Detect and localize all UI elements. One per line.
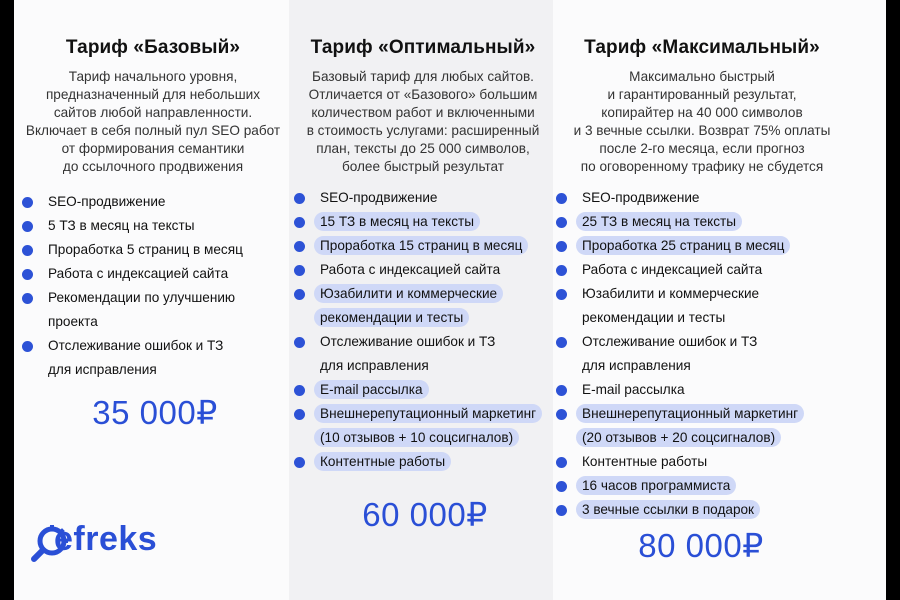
bullet-dot-icon bbox=[556, 505, 567, 516]
feature-item bbox=[556, 186, 848, 210]
bullet-dot-icon bbox=[556, 409, 567, 420]
feature-item bbox=[294, 282, 552, 330]
feature-text: 3 вечные ссылки в подарок bbox=[576, 500, 760, 519]
feature-text: E-mail рассылка bbox=[314, 380, 429, 399]
feature-item bbox=[22, 334, 284, 382]
feature-text: для исправления bbox=[320, 358, 429, 373]
feature-text: Проработка 15 страниц в месяц bbox=[314, 236, 528, 255]
feature-text: SEO-продвижение bbox=[582, 190, 700, 205]
bullet-dot-icon bbox=[556, 457, 567, 468]
bullet-dot-icon bbox=[22, 293, 33, 304]
bullet-dot-icon bbox=[294, 265, 305, 276]
plan-basic bbox=[22, 30, 284, 382]
feature-text: Юзабилити и коммерческие bbox=[582, 286, 760, 301]
feature-text: Контентные работы bbox=[582, 454, 708, 469]
feature-item bbox=[556, 450, 848, 474]
feature-text: Внешнерепутационный маркетинг bbox=[314, 404, 542, 423]
plan-optimal bbox=[294, 30, 552, 474]
feature-item bbox=[294, 210, 552, 234]
feature-text: Проработка 25 страниц в месяц bbox=[576, 236, 790, 255]
feature-text: E-mail рассылка bbox=[582, 382, 685, 397]
bullet-dot-icon bbox=[556, 337, 567, 348]
feature-text: (20 отзывов + 20 соцсигналов) bbox=[576, 428, 781, 447]
feature-text: SEO-продвижение bbox=[48, 194, 166, 209]
bullet-dot-icon bbox=[556, 217, 567, 228]
feature-item bbox=[294, 378, 552, 402]
plan-description: Тариф начального уровня, предназначенный для небольших сайтов любой направленности. Включает в себя полный пул SEO работ от формирования семантики до ссылочного продвижения bbox=[25, 69, 281, 174]
plan-title: Тариф «Оптимальный» bbox=[310, 37, 536, 58]
feature-item bbox=[22, 262, 284, 286]
bullet-dot-icon bbox=[294, 457, 305, 468]
feature-item bbox=[22, 238, 284, 262]
efreks-logo bbox=[34, 517, 194, 567]
feature-list bbox=[22, 190, 284, 382]
feature-item bbox=[556, 210, 848, 234]
feature-item bbox=[556, 498, 848, 522]
feature-text: для исправления bbox=[48, 362, 157, 377]
bullet-dot-icon bbox=[556, 481, 567, 492]
feature-item bbox=[556, 234, 848, 258]
feature-item bbox=[556, 378, 848, 402]
feature-item bbox=[294, 402, 552, 450]
bullet-dot-icon bbox=[22, 245, 33, 256]
plan-max bbox=[556, 30, 848, 522]
feature-text: Работа с индексацией сайта bbox=[582, 262, 763, 277]
feature-item bbox=[556, 402, 848, 450]
logo-text: efreks bbox=[54, 520, 158, 558]
feature-item bbox=[294, 258, 552, 282]
feature-item bbox=[556, 282, 848, 330]
plan-title: Тариф «Базовый» bbox=[65, 37, 241, 58]
feature-text: Работа с индексацией сайта bbox=[320, 262, 501, 277]
feature-text: Работа с индексацией сайта bbox=[48, 266, 229, 281]
bullet-dot-icon bbox=[22, 341, 33, 352]
bullet-dot-icon bbox=[556, 241, 567, 252]
feature-text: Юзабилити и коммерческие bbox=[314, 284, 503, 303]
feature-item bbox=[294, 234, 552, 258]
feature-text: проекта bbox=[48, 314, 98, 329]
price-max: 80 000₽ bbox=[638, 527, 764, 564]
price-basic: 35 000₽ bbox=[92, 394, 218, 431]
feature-text: Отслеживание ошибок и ТЗ bbox=[320, 334, 496, 349]
bullet-dot-icon bbox=[556, 289, 567, 300]
bullet-dot-icon bbox=[294, 241, 305, 252]
bullet-dot-icon bbox=[294, 337, 305, 348]
feature-item bbox=[294, 330, 552, 378]
bullet-dot-icon bbox=[556, 193, 567, 204]
feature-text: Контентные работы bbox=[314, 452, 451, 471]
feature-text: 15 ТЗ в месяц на тексты bbox=[314, 212, 480, 231]
feature-text: 25 ТЗ в месяц на тексты bbox=[576, 212, 742, 231]
bullet-dot-icon bbox=[22, 197, 33, 208]
plan-description: Базовый тариф для любых сайтов. Отличается от «Базового» большим количеством работ и включенными в стоимость услугами: расширенный план, тексты до 25 000 символов, более быстрый результат bbox=[306, 69, 540, 174]
bullet-dot-icon bbox=[294, 193, 305, 204]
bullet-dot-icon bbox=[556, 265, 567, 276]
bullet-dot-icon bbox=[294, 409, 305, 420]
bullet-dot-icon bbox=[556, 385, 567, 396]
feature-text: Отслеживание ошибок и ТЗ bbox=[582, 334, 758, 349]
feature-item bbox=[294, 450, 552, 474]
feature-text: Внешнерепутационный маркетинг bbox=[576, 404, 804, 423]
price-optimal: 60 000₽ bbox=[362, 496, 488, 533]
bullet-dot-icon bbox=[294, 289, 305, 300]
feature-item bbox=[22, 190, 284, 214]
bullet-dot-icon bbox=[294, 217, 305, 228]
feature-item bbox=[294, 186, 552, 210]
feature-item bbox=[22, 286, 284, 334]
plan-description: Максимально быстрый и гарантированный результат, копирайтер на 40 000 символов и 3 вечные ссылки. Возврат 75% оплаты после 2-го месяца, если прогноз по оговоренному трафику не сбудется bbox=[573, 69, 831, 174]
feature-item bbox=[556, 330, 848, 378]
feature-text: рекомендации и тесты bbox=[582, 310, 726, 325]
feature-item bbox=[22, 214, 284, 238]
bullet-dot-icon bbox=[22, 269, 33, 280]
feature-list bbox=[294, 186, 552, 474]
feature-text: Проработка 5 страниц в месяц bbox=[48, 242, 243, 257]
plan-title: Тариф «Максимальный» bbox=[584, 37, 820, 58]
feature-list bbox=[556, 186, 848, 522]
feature-text: Рекомендации по улучшению bbox=[48, 290, 236, 305]
feature-text: Отслеживание ошибок и ТЗ bbox=[48, 338, 224, 353]
bullet-dot-icon bbox=[294, 385, 305, 396]
feature-text: 5 ТЗ в месяц на тексты bbox=[48, 218, 195, 233]
feature-item bbox=[556, 474, 848, 498]
feature-text: (10 отзывов + 10 соцсигналов) bbox=[314, 428, 519, 447]
feature-text: 16 часов программиста bbox=[576, 476, 736, 495]
feature-text: рекомендации и тесты bbox=[314, 308, 469, 327]
feature-item bbox=[556, 258, 848, 282]
bullet-dot-icon bbox=[22, 221, 33, 232]
feature-text: для исправления bbox=[582, 358, 691, 373]
feature-text: SEO-продвижение bbox=[320, 190, 438, 205]
